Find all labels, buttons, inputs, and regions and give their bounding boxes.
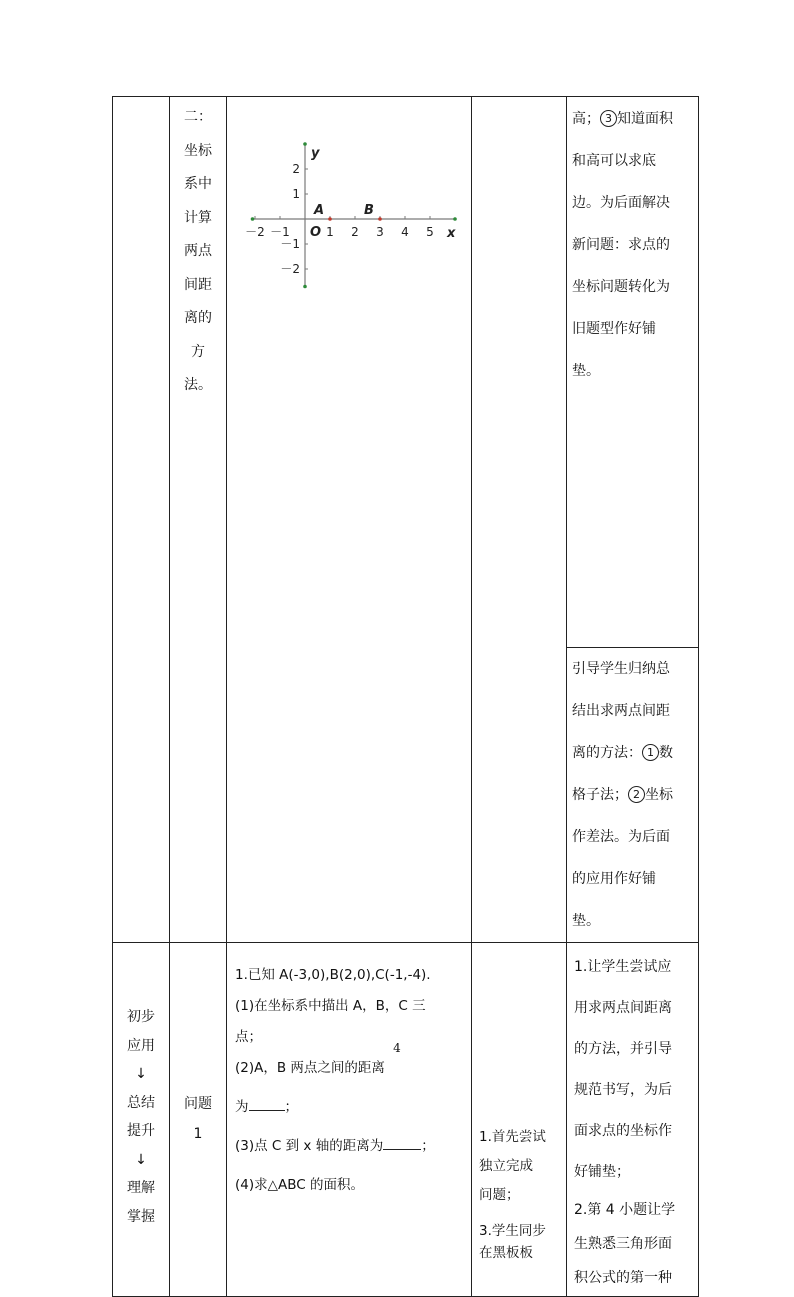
stage-title-line: 理解: [127, 1180, 155, 1196]
section-title-line: 方: [191, 343, 205, 360]
section-title: [170, 97, 226, 403]
stage-title-line: 应用: [127, 1037, 155, 1054]
point-a-marker: [328, 217, 332, 221]
stage-title-line: ↓: [135, 1066, 147, 1082]
section-title-line: 坐标: [184, 142, 212, 159]
intent-top-cell: [567, 97, 699, 648]
x-axis-label: x: [447, 226, 456, 241]
stage-title-line: ↓: [135, 1151, 147, 1168]
intent-application-text: 1.让学生尝试应 用求两点间距离 的方法，并引导 规范书写，为后 面求点的坐标作 好铺垫； 2.第 4 小题让学 生熟悉三角形面 积公式的第一种: [574, 959, 676, 1286]
origin-label: O: [310, 225, 322, 240]
y-tick-label: 1: [292, 187, 300, 201]
table-row-application: [113, 943, 699, 1297]
axis-endpoint: [251, 217, 255, 221]
empty-stage-cell: [113, 97, 170, 943]
x-tick-label: 3: [376, 225, 384, 239]
intent-bottom-text: 引导学生归纳总 结出求两点间距 离的方法： 1 数 格子法； 2 坐标 作差法。为后面 的应用作好铺 垫。: [572, 661, 673, 929]
lesson-plan-table: [112, 96, 699, 1297]
stage-title-line: 掌握: [127, 1208, 155, 1225]
activity-cell: [472, 943, 567, 1297]
point-b-marker: [378, 217, 382, 221]
y-tick-label: －1: [280, 237, 300, 251]
circled-number: 1: [642, 744, 659, 761]
page-number: 4: [393, 1041, 401, 1055]
stage-title-line: 初步: [127, 1009, 155, 1025]
table-row-section-two: [113, 97, 699, 648]
y-tick-label: －2: [280, 262, 300, 276]
coordinate-graph: [227, 97, 471, 297]
exercise-cell: [227, 943, 472, 1297]
stage-title-line: 提升: [127, 1123, 155, 1139]
graph-cell: [227, 97, 472, 943]
axis-endpoint: [453, 217, 457, 221]
stage-cell: [113, 943, 170, 1297]
question-label-cell: [170, 943, 227, 1297]
empty-activity-cell: [472, 97, 567, 943]
activity-text: 1.首先尝试 独立完成 问题； 3.学生同步 在黑板板: [479, 1129, 546, 1261]
y-tick-label: 2: [292, 162, 300, 176]
axis-endpoint: [303, 285, 307, 289]
question-label: 问题 1: [184, 1096, 212, 1142]
answer-blank: [383, 1135, 421, 1150]
section-title-line: 二：: [184, 109, 212, 125]
point-a-label: A: [314, 203, 325, 218]
intent-bottom-cell: [567, 648, 699, 943]
exercise-text: 1.已知 A(-3,0),B(2,0),C(-1,-4). (1)在坐标系中描出 A，B，C 三 点； (2)A，B 两点之间的距离 为 ； (3)点 C 到 x 轴的距离为 ； (4)求△ABC 的面积。: [235, 967, 435, 1193]
x-tick-label: 4: [401, 225, 409, 239]
intent-top-text: 高； 3 知道面积 和高可以求底 边。为后面解决 新问题：求点的 坐标问题转化为 旧题型作好铺 垫。: [572, 111, 673, 379]
y-axis-label: y: [311, 146, 320, 161]
point-b-label: B: [364, 203, 374, 218]
x-tick-label: 1: [326, 225, 334, 239]
section-title-line: 离的: [184, 310, 212, 326]
x-tick-label: 2: [351, 225, 359, 239]
x-tick-label: －1: [270, 225, 290, 239]
section-title-line: 系中: [184, 176, 212, 192]
section-title-line: 计算: [184, 209, 212, 226]
section-title-line: 法。: [184, 377, 212, 393]
stage-title: [113, 943, 169, 1231]
section-title-line: 两点: [184, 243, 212, 259]
circled-number: 2: [628, 786, 645, 803]
circled-number: 3: [600, 110, 617, 127]
section-title-cell: [170, 97, 227, 943]
intent-application-cell: [567, 943, 699, 1297]
stage-title-line: 总结: [127, 1094, 155, 1111]
answer-blank: [249, 1096, 285, 1111]
axis-endpoint: [303, 142, 307, 146]
x-tick-label: 5: [426, 225, 434, 239]
x-tick-label: －2: [245, 225, 265, 239]
section-title-line: 间距: [184, 276, 212, 293]
